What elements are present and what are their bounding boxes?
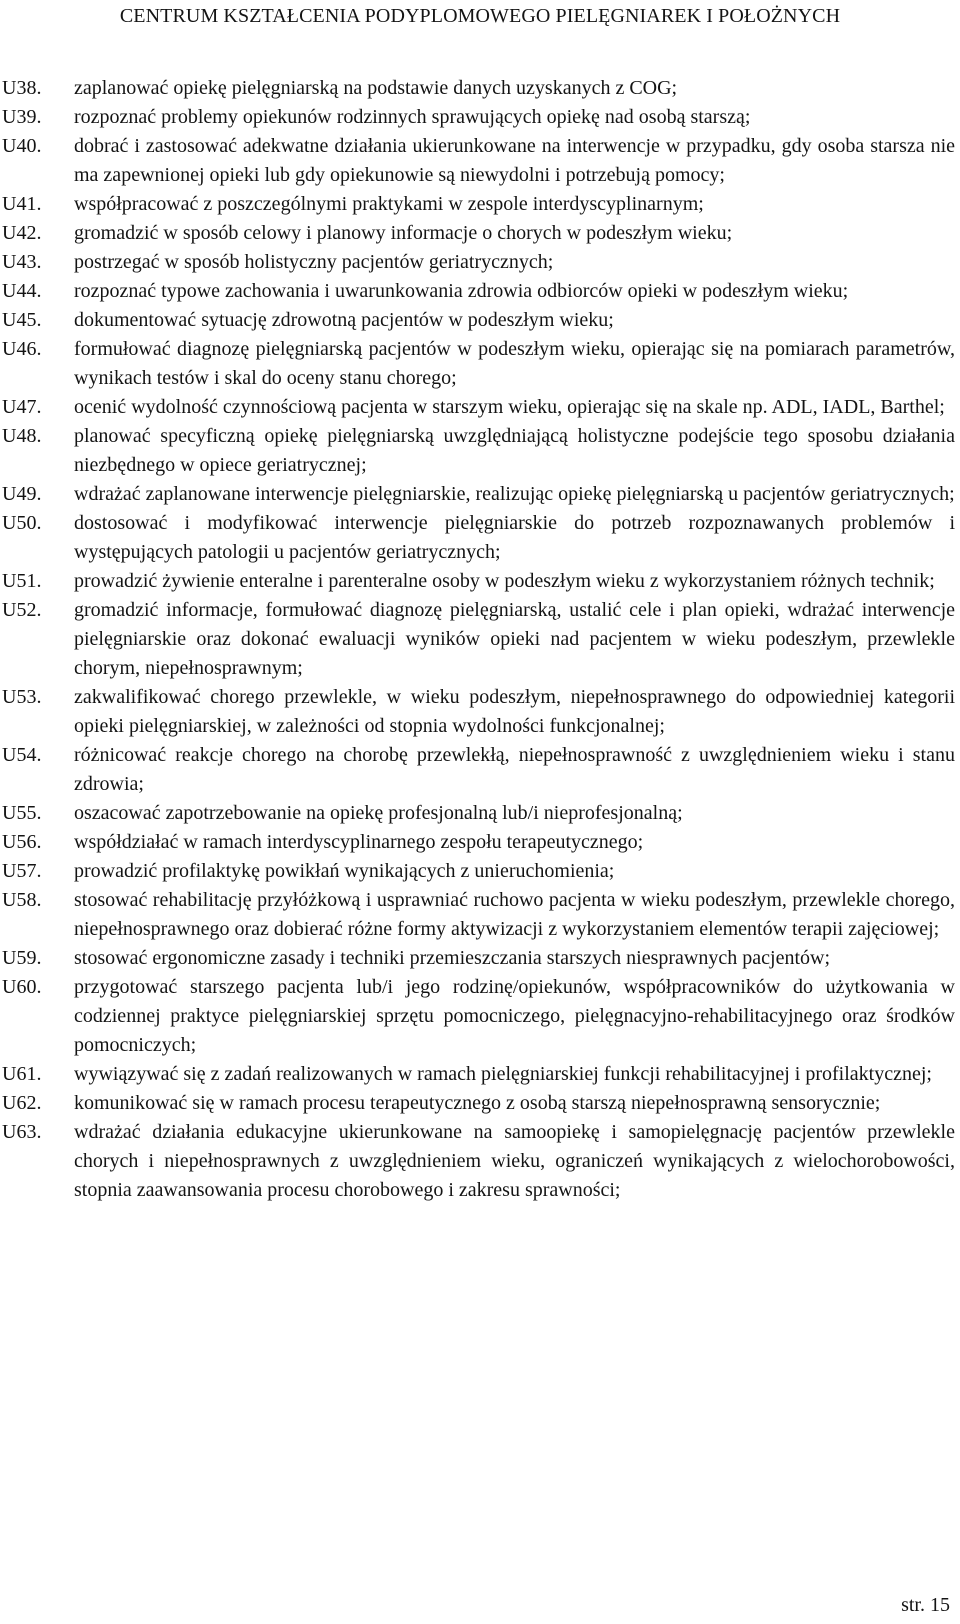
item-code: U52. <box>2 599 42 621</box>
item-text: współdziałać w ramach interdyscyplinarnego zespołu terapeutycznego; <box>74 831 644 853</box>
item-text: zaplanować opiekę pielęgniarską na podstawie danych uzyskanych z COG; <box>74 77 678 99</box>
item-text: planować specyficzną opiekę pielęgniarską uwzględniającą holistyczne podejście tego sposobu działania niezbędnego w opiece geriatrycznej; <box>74 425 955 476</box>
list-item <box>0 219 955 248</box>
item-text: gromadzić w sposób celowy i planowy informacje o chorych w podeszłym wieku; <box>74 222 733 244</box>
list-item <box>0 799 955 828</box>
list-item <box>0 1089 955 1118</box>
item-text: rozpoznać typowe zachowania i uwarunkowania zdrowia odbiorców opieki w podeszłym wieku; <box>74 280 849 302</box>
item-code: U56. <box>2 831 42 853</box>
list-item <box>0 857 955 886</box>
item-code: U42. <box>2 222 42 244</box>
item-code: U62. <box>2 1092 42 1114</box>
item-text: prowadzić żywienie enteralne i parenteralne osoby w podeszłym wieku z wykorzystaniem różnych technik; <box>74 570 935 592</box>
learning-outcomes-list <box>0 74 955 1205</box>
list-item <box>0 1060 955 1089</box>
item-text: zakwalifikować chorego przewlekle, w wieku podeszłym, niepełnosprawnego do odpowiedniej kategorii opieki pielęgniarskiej, w zależności od stopnia wydolności funkcjonalnej; <box>74 686 955 737</box>
item-text: różnicować reakcje chorego na chorobę przewlekłą, niepełnosprawność z uwzględnieniem wieku i stanu zdrowia; <box>74 744 955 795</box>
item-text: stosować ergonomiczne zasady i techniki przemieszczania starszych niesprawnych pacjentów; <box>74 947 830 969</box>
item-code: U57. <box>2 860 42 882</box>
item-text: stosować rehabilitację przyłóżkową i usprawniać ruchowo pacjenta w wieku podeszłym, przewlekle chorego, niepełnosprawnego oraz dobierać różne formy aktywizacji z wykorzystaniem elementów terapii zajęciowej; <box>74 889 955 940</box>
item-text: oszacować zapotrzebowanie na opiekę profesjonalną lub/i nieprofesjonalną; <box>74 802 683 824</box>
item-code: U41. <box>2 193 42 215</box>
list-item <box>0 828 955 857</box>
list-item <box>0 306 955 335</box>
list-item <box>0 74 955 103</box>
list-item <box>0 886 955 944</box>
item-code: U47. <box>2 396 42 418</box>
item-code: U40. <box>2 135 42 157</box>
list-item <box>0 683 955 741</box>
item-code: U58. <box>2 889 42 911</box>
item-code: U55. <box>2 802 42 824</box>
item-code: U61. <box>2 1063 42 1085</box>
item-text: komunikować się w ramach procesu terapeutycznego z osobą starszą niepełnosprawną sensorycznie; <box>74 1092 881 1114</box>
item-code: U48. <box>2 425 42 447</box>
item-code: U43. <box>2 251 42 273</box>
item-text: wdrażać zaplanowane interwencje pielęgniarskie, realizując opiekę pielęgniarską u pacjentów geriatrycznych; <box>74 483 955 505</box>
item-code: U45. <box>2 309 42 331</box>
item-text: prowadzić profilaktykę powikłań wynikających z unieruchomienia; <box>74 860 615 882</box>
list-item <box>0 190 955 219</box>
list-item <box>0 393 955 422</box>
list-item <box>0 335 955 393</box>
item-code: U51. <box>2 570 42 592</box>
item-text: wdrażać działania edukacyjne ukierunkowane na samoopiekę i samopielęgnację pacjentów przewlekle chorych i niepełnosprawnych z uwzględnieniem wieku, ograniczeń wynikających z wielochorobowości, stopnia zaawansowania procesu chorobowego i zakresu sprawności; <box>74 1121 955 1201</box>
item-text: przygotować starszego pacjenta lub/i jego rodzinę/opiekunów, współpracowników do użytkowania w codziennej praktyce pielęgniarskiej sprzętu pomocniczego, pielęgnacyjno-rehabilitacyjnego oraz środków pomocniczych; <box>74 976 955 1056</box>
item-text: dostosować i modyfikować interwencje pielęgniarskie do potrzeb rozpoznawanych problemów i występujących patologii u pacjentów geriatrycznych; <box>74 512 955 563</box>
list-item <box>0 509 955 567</box>
list-item <box>0 741 955 799</box>
list-item <box>0 567 955 596</box>
item-text: wywiązywać się z zadań realizowanych w ramach pielęgniarskiej funkcji rehabilitacyjnej i profilaktycznej; <box>74 1063 932 1085</box>
item-code: U53. <box>2 686 42 708</box>
item-code: U49. <box>2 483 42 505</box>
list-item <box>0 480 955 509</box>
item-code: U50. <box>2 512 42 534</box>
item-text: formułować diagnozę pielęgniarską pacjentów w podeszłym wieku, opierając się na pomiarach parametrów, wynikach testów i skal do oceny stanu chorego; <box>74 338 955 389</box>
item-code: U38. <box>2 77 42 99</box>
item-code: U46. <box>2 338 42 360</box>
item-code: U63. <box>2 1121 42 1143</box>
list-item <box>0 103 955 132</box>
list-item <box>0 973 955 1060</box>
item-text: gromadzić informacje, formułować diagnozę pielęgniarską, ustalić cele i plan opieki, wdrażać interwencje pielęgniarskie oraz dokonać ewaluacji wyników opieki nad pacjentem w wieku podeszłym, przewlekle chorym, niepełnosprawnym; <box>74 599 955 679</box>
item-code: U44. <box>2 280 42 302</box>
list-item <box>0 422 955 480</box>
list-item <box>0 944 955 973</box>
item-text: dokumentować sytuację zdrowotną pacjentów w podeszłym wieku; <box>74 309 614 331</box>
list-item <box>0 248 955 277</box>
item-text: dobrać i zastosować adekwatne działania ukierunkowane na interwencje w przypadku, gdy osoba starsza nie ma zapewnionej opieki lub gdy opiekunowie są niewydolni i potrzebują pomocy; <box>74 135 955 186</box>
page-number: str. 15 <box>901 1594 950 1616</box>
item-text: współpracować z poszczególnymi praktykami w zespole interdyscyplinarnym; <box>74 193 704 215</box>
item-text: rozpoznać problemy opiekunów rodzinnych sprawujących opiekę nad osobą starszą; <box>74 106 751 128</box>
item-code: U54. <box>2 744 42 766</box>
item-text: ocenić wydolność czynnościową pacjenta w starszym wieku, opierając się na skale np. ADL, IADL, Barthel; <box>74 396 945 418</box>
item-text: postrzegać w sposób holistyczny pacjentów geriatrycznych; <box>74 251 554 273</box>
list-item <box>0 132 955 190</box>
list-item <box>0 1118 955 1205</box>
page-header: CENTRUM KSZTAŁCENIA PODYPLOMOWEGO PIELĘGNIAREK I POŁOŻNYCH <box>119 5 841 27</box>
item-code: U60. <box>2 976 42 998</box>
list-item <box>0 596 955 683</box>
item-code: U59. <box>2 947 42 969</box>
list-item <box>0 277 955 306</box>
item-code: U39. <box>2 106 42 128</box>
